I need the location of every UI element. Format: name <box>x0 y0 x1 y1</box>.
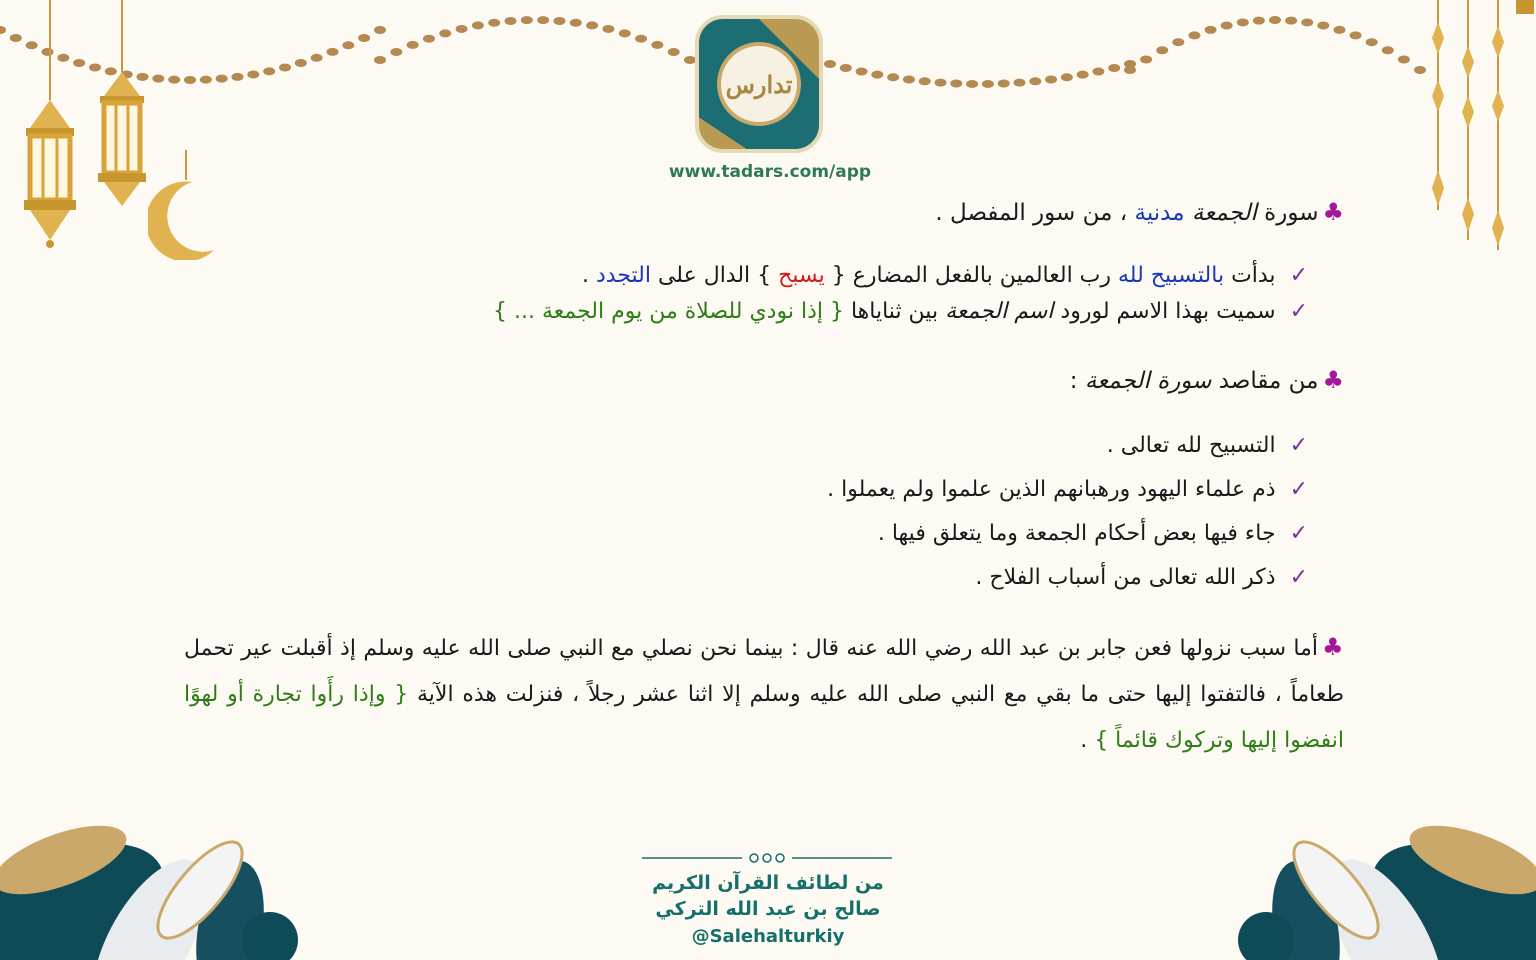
check-icon: ✓ <box>1289 299 1308 324</box>
bead <box>423 35 435 43</box>
bead <box>390 48 402 56</box>
bead <box>856 68 868 76</box>
bead <box>1108 64 1120 72</box>
bead <box>1029 77 1041 85</box>
bead <box>602 25 614 33</box>
club-bullet-icon: ♣ <box>1322 198 1344 226</box>
footer-handle[interactable]: @Salehalturkiy <box>691 926 845 947</box>
bead <box>472 21 484 29</box>
logo-text: تدارس <box>725 70 793 99</box>
bead <box>619 29 631 37</box>
bead <box>263 67 275 75</box>
bead <box>327 48 339 56</box>
section3-paragraph: ♣أما سبب نزولها فعن جابر بن عبد الله رضي الله عنه قال : بينما نحن نصلي مع النبي صلى الله عليه وسلم إذ أقبلت عير تحمل طعاماً ، فالتفتوا إليها حتى ما بقي مع النبي صلى الله عليه وسلم إلا اثنا عشر رجلاً ، فنزلت هذه الآية { وإذا رأَوا تجارة أو لهوًا انفضوا إليها وتركوك قائماً } . <box>184 633 1344 753</box>
bead <box>1061 73 1073 81</box>
bead <box>537 16 549 24</box>
bead <box>1077 71 1089 79</box>
bead <box>1382 46 1394 54</box>
bead <box>374 26 386 34</box>
footer-line-1: من لطائف القرآن الكريم <box>652 872 884 894</box>
bead <box>966 80 978 88</box>
section2-heading: ♣من مقاصد سورة الجمعة : <box>1069 366 1344 394</box>
bead <box>1285 17 1297 25</box>
crescent-moon-icon <box>148 150 228 260</box>
bead <box>168 76 180 84</box>
bead <box>824 60 836 68</box>
bead <box>279 64 291 72</box>
bead <box>232 73 244 81</box>
section2-point: ✓التسبيح لله تعالى . <box>1107 432 1308 461</box>
bead <box>247 70 259 78</box>
bead <box>456 25 468 33</box>
bead <box>982 80 994 88</box>
bead <box>311 54 323 62</box>
bead <box>1253 17 1265 25</box>
bead <box>505 17 517 25</box>
bead <box>184 76 196 84</box>
bead <box>0 26 6 34</box>
bead <box>1092 68 1104 76</box>
bead <box>1188 31 1200 39</box>
section2-point: ✓جاء فيها بعض أحكام الجمعة وما يتعلق فيها . <box>878 520 1308 549</box>
floral-ornament-right-icon <box>1216 750 1536 960</box>
check-icon: ✓ <box>1289 433 1308 458</box>
section2-point: ✓ذم علماء اليهود ورهبانهم الذين علموا ولم يعملوا . <box>827 476 1308 505</box>
bead <box>998 80 1010 88</box>
bead <box>950 80 962 88</box>
logo-badge-icon <box>694 14 824 154</box>
bead <box>1269 16 1281 24</box>
bead <box>1301 18 1313 26</box>
bead <box>871 71 883 79</box>
footer-line-2: صالح بن عبد الله التركي <box>655 898 881 920</box>
section1-point-1: ✓بدأت بالتسبيح لله رب العالمين بالفعل المضارع { يسبح } الدال على التجدد . <box>582 262 1308 291</box>
bead <box>903 76 915 84</box>
footer-divider-icon <box>642 848 892 868</box>
app-logo[interactable] <box>694 14 824 154</box>
section1-heading: ♣سورة الجمعة مدنية ، من سور المفصل . <box>935 198 1344 226</box>
bead <box>1045 76 1057 84</box>
bead <box>200 76 212 84</box>
bead <box>1350 31 1362 39</box>
bead <box>1333 26 1345 34</box>
bead <box>586 21 598 29</box>
bead <box>488 19 500 27</box>
check-icon: ✓ <box>1289 565 1308 590</box>
bead <box>1124 66 1136 74</box>
bead <box>935 79 947 87</box>
bead <box>919 77 931 85</box>
hanging-ornaments-icon <box>1416 0 1536 260</box>
bead <box>439 29 451 37</box>
bead <box>635 35 647 43</box>
section2-point: ✓ذكر الله تعالى من أسباب الفلاح . <box>975 564 1308 593</box>
bead <box>342 41 354 49</box>
bead <box>1205 26 1217 34</box>
bead <box>840 64 852 72</box>
floral-ornament-left-icon <box>0 750 300 960</box>
club-bullet-icon: ♣ <box>1322 366 1344 394</box>
check-icon: ✓ <box>1289 521 1308 546</box>
bead <box>295 59 307 67</box>
section1-point-2: ✓سميت بهذا الاسم لورود اسم الجمعة بين ثناياها { إذا نودي للصلاة من يوم الجمعة ... } <box>493 298 1308 327</box>
bead <box>1156 46 1168 54</box>
bead <box>1140 56 1152 64</box>
bead <box>1366 38 1378 46</box>
bead <box>887 73 899 81</box>
site-url[interactable]: www.tadars.com/app <box>668 162 872 182</box>
bead <box>668 48 680 56</box>
check-icon: ✓ <box>1289 477 1308 502</box>
check-icon: ✓ <box>1289 263 1308 288</box>
bead <box>358 34 370 42</box>
bead <box>1172 38 1184 46</box>
bead <box>521 16 533 24</box>
bead <box>651 41 663 49</box>
bead <box>1317 22 1329 30</box>
bead <box>407 41 419 49</box>
bead <box>1221 22 1233 30</box>
bead <box>553 17 565 25</box>
bead <box>570 19 582 27</box>
bead <box>1398 56 1410 64</box>
bead <box>374 56 386 64</box>
bead <box>1237 18 1249 26</box>
bead <box>1013 79 1025 87</box>
bead <box>216 75 228 83</box>
club-bullet-icon: ♣ <box>1322 633 1344 661</box>
